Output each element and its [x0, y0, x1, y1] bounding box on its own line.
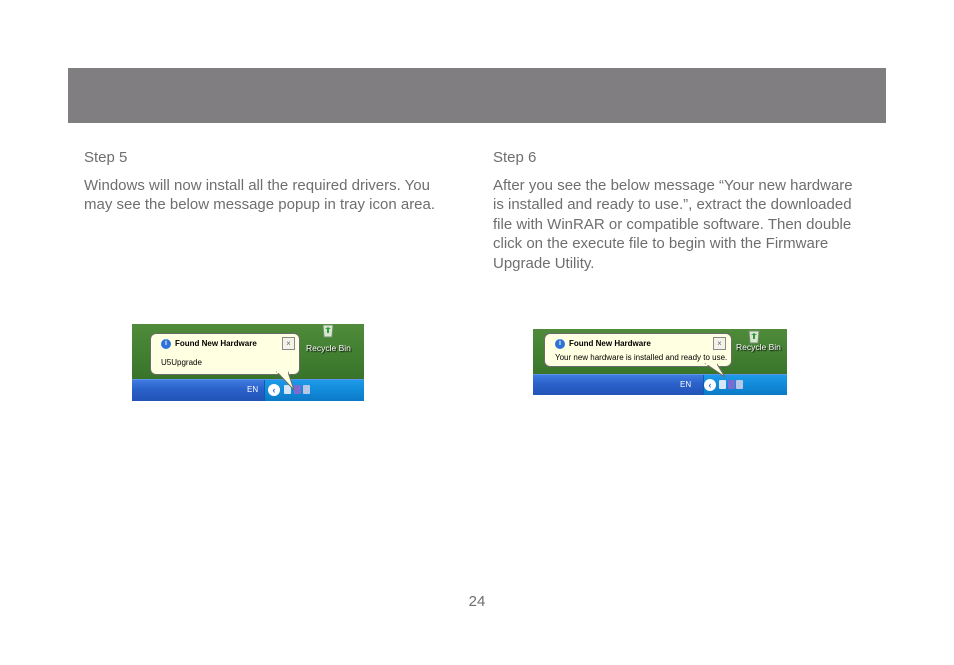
hardware-icon[interactable]: [303, 385, 310, 394]
balloon-message: Your new hardware is installed and ready to use.: [555, 353, 728, 362]
balloon-message: U5Upgrade: [161, 358, 202, 367]
step-6-screenshot: [533, 329, 933, 409]
close-icon[interactable]: ×: [713, 337, 726, 350]
tray-clock[interactable]: 6:33 PM: [451, 385, 467, 414]
taskbar: [132, 379, 467, 414]
balloon-title: Found New Hardware: [569, 339, 651, 348]
tray-clock[interactable]: 6:33 PM: [917, 380, 933, 409]
step-5-title: Step 5: [84, 149, 128, 166]
taskbar: [533, 374, 933, 409]
step-6-title: Step 6: [493, 149, 537, 166]
tray-icon[interactable]: [719, 380, 726, 389]
info-icon: i: [161, 339, 171, 349]
language-indicator[interactable]: EN: [247, 385, 259, 394]
recycle-bin-icon: [319, 321, 337, 339]
language-indicator[interactable]: EN: [680, 380, 692, 389]
recycle-bin-label: Recycle Bin: [736, 342, 781, 352]
network-icon[interactable]: [728, 380, 735, 389]
info-icon: i: [555, 339, 565, 349]
recycle-bin-label: Recycle Bin: [306, 343, 351, 353]
close-icon[interactable]: ×: [282, 337, 295, 350]
page-number: 24: [468, 593, 486, 610]
header-bar: [68, 68, 886, 123]
balloon-tail: [705, 364, 727, 378]
hardware-icon[interactable]: [736, 380, 743, 389]
step-6-body: After you see the below message “Your new hardware is installed and ready to use.”, extract the downloaded file with WinRAR or compatible software. Then double click on the execute file to begin with the Firmware Upgrade Utility.: [493, 177, 853, 272]
step-5-section: [84, 149, 444, 215]
balloon-tail: [276, 372, 296, 392]
balloon-title: Found New Hardware: [175, 339, 257, 348]
chevron-left-icon[interactable]: ‹: [704, 379, 716, 391]
step-5-body: Windows will now install all the required drivers. You may see the below message popup in tray icon area.: [84, 177, 436, 214]
step-5-screenshot: [132, 324, 467, 414]
notification-balloon: [544, 333, 732, 367]
chevron-left-icon[interactable]: ‹: [268, 384, 280, 396]
notification-balloon: [150, 333, 300, 375]
step-6-section: [493, 149, 863, 273]
